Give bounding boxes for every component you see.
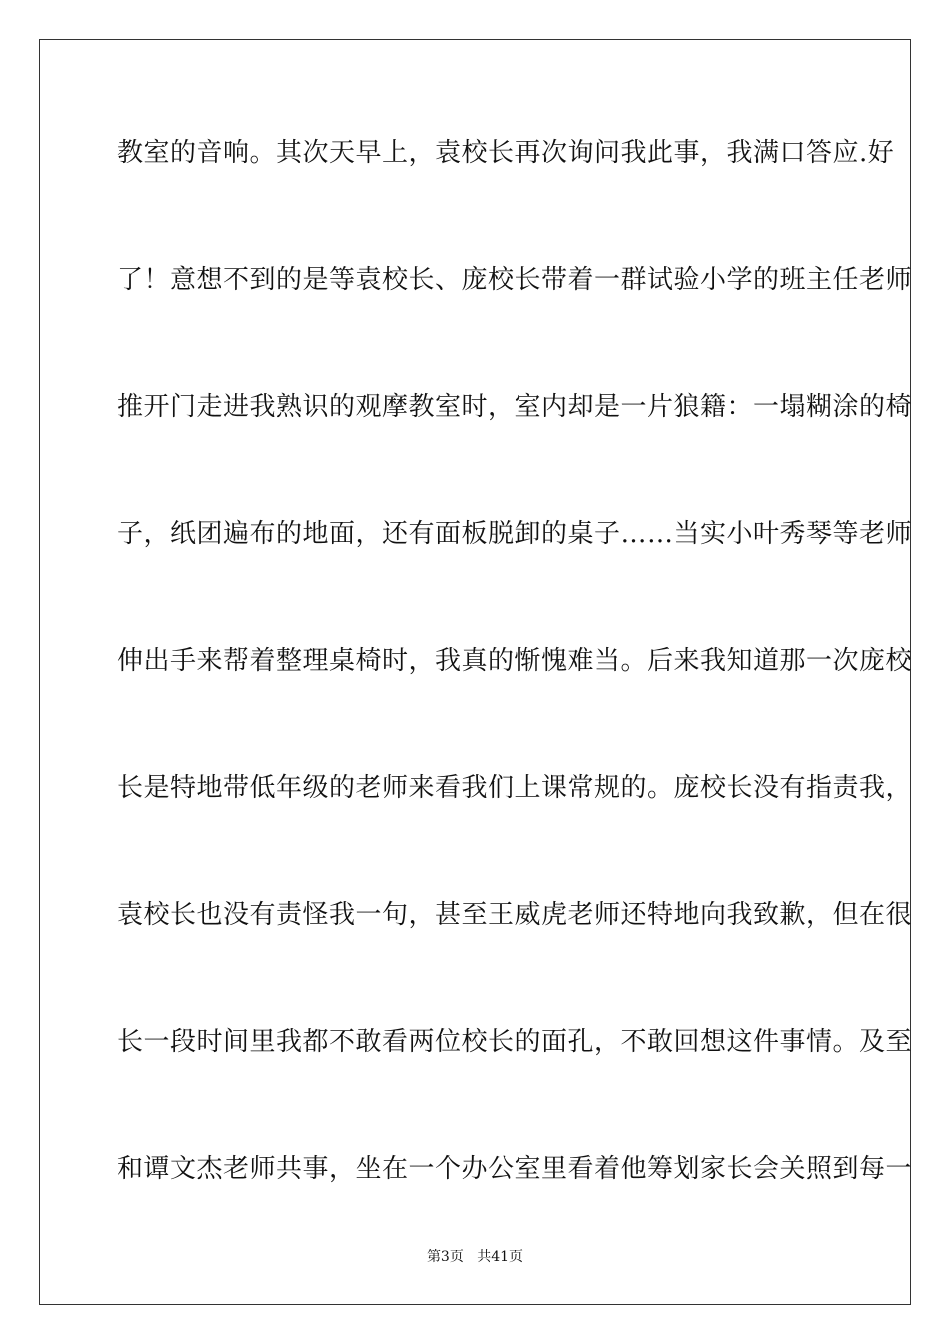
text-line: 伸出手来帮着整理桌椅时，我真的惭愧难当。后来我知道那一次庞校	[117, 646, 913, 676]
page-number: 第3页	[426, 1249, 464, 1265]
text-line: 推开门走进我熟识的观摩教室时，室内却是一片狼籍：一塌糊涂的椅	[117, 392, 913, 422]
text-line: 和谭文杰老师共事，坐在一个办公室里看着他筹划家长会关照到每一	[117, 1154, 913, 1184]
text-line: 教室的音响。其次天早上，袁校长再次询问我此事，我满口答应.好	[117, 138, 895, 168]
text-line: 子，纸团遍布的地面，还有面板脱卸的桌子……当实小叶秀琴等老师	[117, 519, 913, 549]
page-footer	[0, 1248, 950, 1266]
text-line: 长一段时间里我都不敢看两位校长的面孔，不敢回想这件事情。及至	[117, 1027, 913, 1057]
text-line: 长是特地带低年级的老师来看我们上课常规的。庞校长没有指责我，	[117, 773, 913, 803]
total-pages: 共41页	[477, 1249, 524, 1265]
text-line: 了！意想不到的是等袁校长、庞校长带着一群试验小学的班主任老师	[117, 265, 913, 295]
text-line: 袁校长也没有责怪我一句，甚至王威虎老师还特地向我致歉，但在很	[117, 900, 913, 930]
body-text	[117, 126, 913, 1269]
